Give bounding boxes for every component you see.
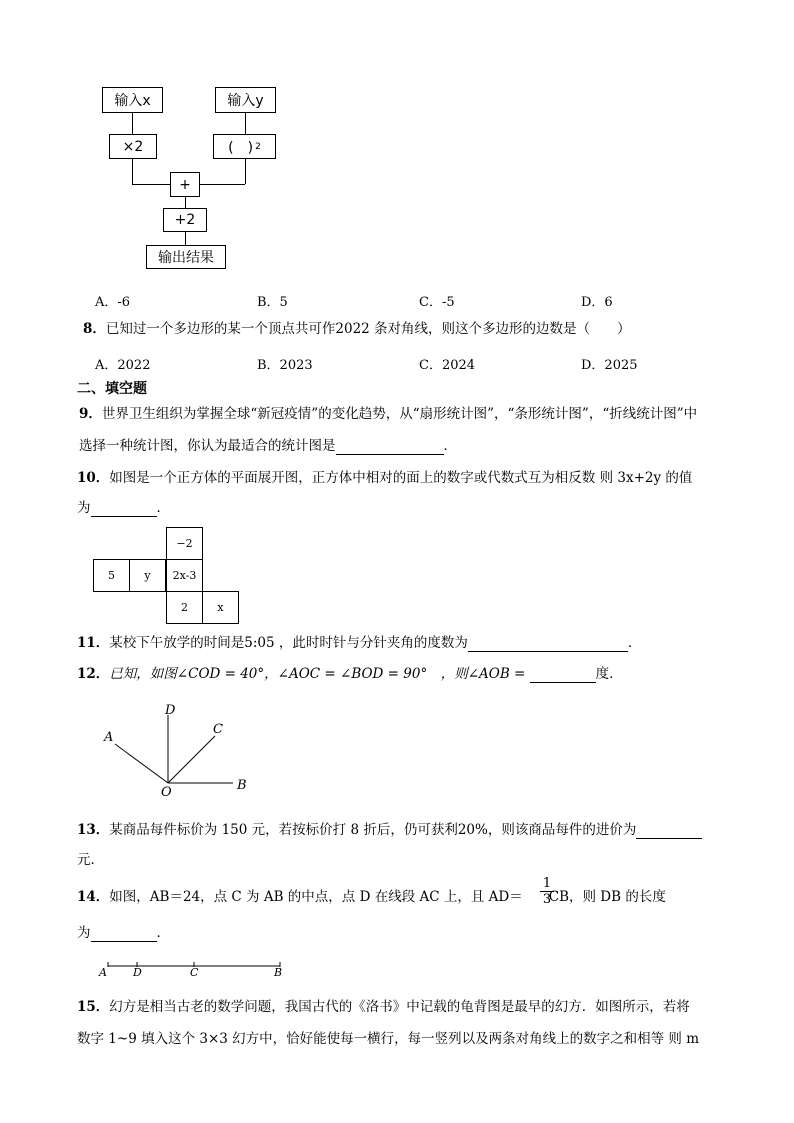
flow-connector — [200, 184, 245, 185]
flow-connector — [245, 159, 246, 184]
q8-number: 8． — [83, 321, 106, 337]
q10-end: ． — [156, 500, 170, 516]
net-cell: 2 — [166, 591, 203, 624]
flow-plus: + — [170, 172, 200, 197]
section-title: 二、填空题 — [77, 381, 147, 397]
q11-text: 某校下午放学的时间是5:05 ，此时时针与分针夹角的度数为 — [109, 635, 468, 651]
label-a: A — [104, 730, 114, 745]
flow-connector — [132, 184, 170, 185]
flow-square-paren: ( ) — [228, 139, 254, 156]
q14-end: ． — [156, 925, 170, 941]
flow-output: 输出结果 — [146, 245, 226, 269]
q11-answer-blank[interactable] — [468, 637, 628, 652]
q7-option-a: A．-6 — [95, 295, 131, 310]
flow-times2: ×2 — [109, 134, 157, 159]
q8-option-d: D．2025 — [581, 358, 638, 373]
question-13 — [77, 821, 702, 839]
q7-option-c: C．-5 — [419, 295, 455, 310]
net-cell: 2x-3 — [166, 559, 203, 592]
q10-number: 10． — [77, 470, 110, 486]
angle-diagram — [95, 700, 295, 810]
fraction-denominator: 3 — [542, 892, 552, 907]
q7-option-b: B．5 — [257, 295, 288, 310]
ray-oc — [168, 736, 215, 783]
seg-label-d: D — [133, 966, 142, 979]
question-12 — [77, 665, 623, 683]
q15-line1: 幻方是相当古老的数学问题，我国古代的《洛书》中记载的龟背图是最早的幻方．如图所示，若将 — [109, 999, 690, 1015]
question-14 — [77, 888, 666, 906]
label-b: B — [237, 778, 247, 793]
flow-input-x: 输入x — [102, 87, 163, 113]
q14-answer-blank[interactable] — [91, 927, 157, 942]
q8-option-c: C．2024 — [419, 358, 476, 373]
q13-line1: 某商品每件标价为 150 元，若按标价打 8 折后，仍可获利20%，则该商品每件的进价为 — [109, 822, 637, 838]
question-15 — [77, 998, 690, 1016]
q8-option-a: A．2022 — [95, 358, 151, 373]
q10-line1: 如图是一个正方体的平面展开图，正方体中相对的面上的数字或代数式互为相反数 则 3x+2y 的值 — [109, 470, 693, 486]
question-9-line2 — [79, 437, 457, 455]
fraction-one-third — [540, 876, 554, 907]
flow-connector — [132, 159, 133, 184]
seg-label-a: A — [99, 966, 107, 979]
q9-end: ． — [443, 438, 457, 454]
question-10 — [77, 469, 692, 487]
flow-arrow — [245, 113, 246, 134]
q15-number: 15． — [77, 999, 110, 1015]
q9-line1: 世界卫生组织为掌握全球“新冠疫情”的变化趋势，从“扇形统计图”，“条形统计图”，“折线统计图”中 — [101, 406, 698, 422]
q12-answer-blank[interactable] — [530, 668, 596, 683]
question-10-line2 — [77, 499, 170, 517]
q8-text: 已知过一个多边形的某一个顶点共可作2022 条对角线，则这个多边形的边数是（ ） — [105, 321, 631, 337]
label-c: C — [213, 722, 223, 737]
q9-line2: 选择一种统计图，你认为最适合的统计图是 — [79, 438, 336, 454]
net-cell: x — [202, 591, 239, 624]
flow-square — [213, 134, 276, 159]
q12-end: 度． — [595, 666, 623, 682]
net-cell: 5 — [93, 559, 130, 592]
q12-number: 12． — [77, 666, 110, 682]
question-15-line2: 数字 1~9 填入这个 3×3 幻方中，恰好能使每一横行，每一竖列以及两条对角线上的数字之和相等 则 m — [77, 1031, 700, 1047]
ray-oa — [115, 744, 168, 783]
fraction-numerator: 1 — [542, 876, 552, 891]
q14-text-b: CB，则 DB 的长度 — [548, 889, 666, 905]
q11-end: ． — [627, 635, 642, 651]
flow-arrow — [185, 232, 186, 245]
label-d: D — [165, 703, 176, 718]
flow-plus2: +2 — [163, 208, 207, 232]
flow-input-y: 输入y — [215, 87, 276, 113]
q9-answer-blank[interactable] — [336, 440, 444, 455]
flow-square-exp: 2 — [255, 141, 261, 152]
q14-text-a: 如图，AB＝24，点 C 为 AB 的中点，点 D 在线段 AC 上，且 AD＝ — [109, 889, 523, 905]
question-13-line2: 元． — [77, 852, 104, 868]
question-11 — [77, 634, 641, 652]
q11-number: 11． — [77, 635, 110, 651]
q13-answer-blank[interactable] — [636, 824, 702, 839]
seg-label-c: C — [190, 966, 199, 979]
q10-answer-blank[interactable] — [91, 502, 157, 517]
q9-number: 9． — [79, 406, 102, 422]
question-8 — [83, 320, 631, 338]
q14-number: 14． — [77, 889, 110, 905]
label-o: O — [161, 785, 172, 800]
q7-option-d: D．6 — [581, 295, 613, 310]
net-cell: y — [129, 559, 166, 592]
q8-option-b: B．2023 — [257, 358, 313, 373]
flow-arrow — [185, 197, 186, 208]
flow-arrow — [132, 113, 133, 134]
question-14-line2 — [77, 924, 170, 942]
q12-text: 已知，如图∠COD = 40°，∠AOC = ∠BOD = 90° ，则∠AOB = — [109, 666, 530, 682]
q10-line2: 为 — [77, 500, 91, 516]
q14-line2: 为 — [77, 925, 91, 941]
seg-label-b: B — [274, 966, 283, 979]
q13-number: 13． — [77, 822, 110, 838]
net-cell: −2 — [166, 527, 203, 560]
question-9 — [79, 405, 697, 423]
